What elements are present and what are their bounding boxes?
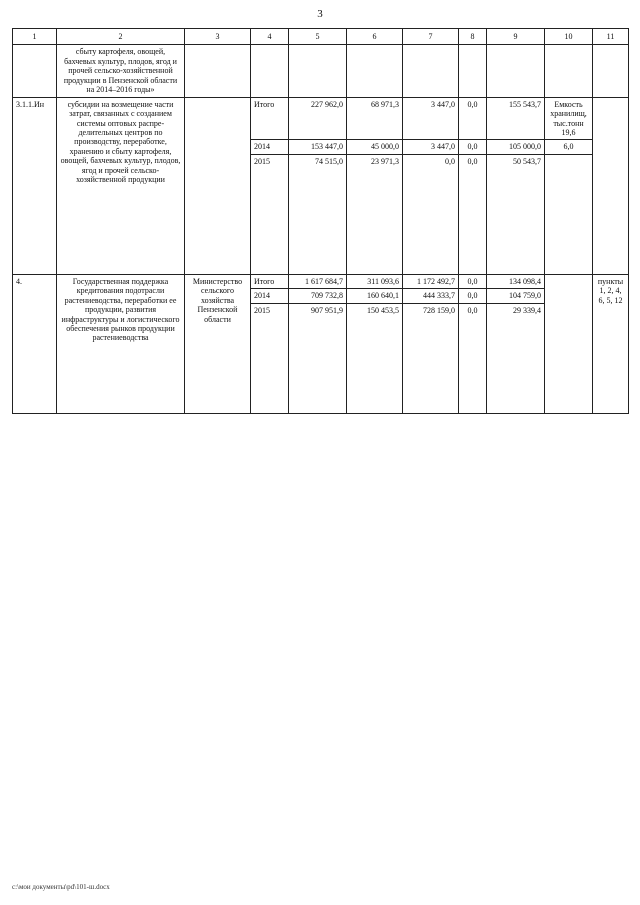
local-funding: 0,0	[459, 289, 487, 303]
responsible-executor: Министерство сельского хозяйства Пензенской области	[185, 274, 251, 413]
col-header-1: 1	[13, 29, 57, 45]
col-header-10: 10	[545, 29, 593, 45]
indicator-value	[545, 45, 593, 97]
reference-points	[593, 97, 629, 274]
total-funding	[289, 45, 347, 97]
regional-funding	[403, 45, 459, 97]
indicator-value: 6,0	[545, 140, 593, 154]
col-header-7: 7	[403, 29, 459, 45]
local-funding: 0,0	[459, 274, 487, 288]
extra-budget-funding: 104 759,0	[487, 289, 545, 303]
local-funding: 0,0	[459, 154, 487, 274]
col-header-6: 6	[347, 29, 403, 45]
extra-budget-funding: 155 543,7	[487, 97, 545, 140]
column-header-row	[13, 29, 629, 45]
year-cell: 2015	[251, 303, 289, 413]
year-cell: 2015	[251, 154, 289, 274]
federal-funding: 23 971,3	[347, 154, 403, 274]
federal-funding: 68 971,3	[347, 97, 403, 140]
row-number	[13, 45, 57, 97]
extra-budget-funding: 29 339,4	[487, 303, 545, 413]
extra-budget-funding: 105 000,0	[487, 140, 545, 154]
regional-funding: 444 333,7	[403, 289, 459, 303]
col-header-11: 11	[593, 29, 629, 45]
federal-funding	[347, 45, 403, 97]
total-funding: 153 447,0	[289, 140, 347, 154]
table-row	[13, 97, 629, 140]
total-funding: 907 951,9	[289, 303, 347, 413]
extra-budget-funding: 50 543,7	[487, 154, 545, 274]
regional-funding: 3 447,0	[403, 97, 459, 140]
table-row	[13, 45, 629, 97]
year-cell: 2014	[251, 140, 289, 154]
page-number: 3	[317, 8, 323, 20]
regional-funding: 3 447,0	[403, 140, 459, 154]
indicator-header: Емкость хранилищ, тыс.тонн	[550, 99, 587, 128]
total-funding: 709 732,8	[289, 289, 347, 303]
total-funding: 1 617 684,7	[289, 274, 347, 288]
regional-funding: 728 159,0	[403, 303, 459, 413]
federal-funding: 150 453,5	[347, 303, 403, 413]
col-header-2: 2	[57, 29, 185, 45]
measure-description: Государственная поддержка кредитования подотрасли растениеводства, переработки ее продукции, развития инфраструктуры и логистического обеспечения рынков продукции растениеводства	[57, 274, 185, 413]
table-row	[13, 274, 629, 288]
federal-funding: 45 000,0	[347, 140, 403, 154]
indicator-value	[545, 154, 593, 274]
local-funding: 0,0	[459, 303, 487, 413]
col-header-4: 4	[251, 29, 289, 45]
measure-description: сбыту картофеля, овощей, бахчевых культур, плодов, ягод и прочей сельско-хозяйственной продукции в Пензенской области на 2014–2016 годы»	[57, 45, 185, 97]
federal-funding: 311 093,6	[347, 274, 403, 288]
total-funding: 74 515,0	[289, 154, 347, 274]
year-cell: 2014	[251, 289, 289, 303]
local-funding: 0,0	[459, 97, 487, 140]
total-funding: 227 962,0	[289, 97, 347, 140]
indicator-total: 19,6	[561, 127, 576, 137]
year-cell	[251, 45, 289, 97]
reference-points	[593, 45, 629, 97]
extra-budget-funding: 134 098,4	[487, 274, 545, 288]
indicator-value	[545, 97, 593, 140]
indicator-value	[545, 274, 593, 413]
year-cell: Итого	[251, 97, 289, 140]
col-header-8: 8	[459, 29, 487, 45]
program-table	[12, 28, 629, 414]
responsible-executor	[185, 97, 251, 274]
row-number: 4.	[13, 274, 57, 413]
regional-funding: 1 172 492,7	[403, 274, 459, 288]
extra-budget-funding	[487, 45, 545, 97]
row-number: 3.1.1.Ин	[13, 97, 57, 274]
col-header-5: 5	[289, 29, 347, 45]
col-header-9: 9	[487, 29, 545, 45]
regional-funding: 0,0	[403, 154, 459, 274]
measure-description: субсидии на возмещение части затрат, связанных с созданием системы оптовых распре-делительных центров по производству, переработке, хранению и сбыту картофеля, овощей, бахчевых культур, плодов, ягод и прочей сельско-хозяйственной продукции	[57, 97, 185, 274]
local-funding	[459, 45, 487, 97]
local-funding: 0,0	[459, 140, 487, 154]
year-cell: Итого	[251, 274, 289, 288]
reference-points: пункты 1, 2, 4, 6, 5, 12	[593, 274, 629, 413]
responsible-executor	[185, 45, 251, 97]
col-header-3: 3	[185, 29, 251, 45]
file-path-footer: c:\мои документы\pd\101-ш.docx	[12, 883, 110, 891]
federal-funding: 160 640,1	[347, 289, 403, 303]
